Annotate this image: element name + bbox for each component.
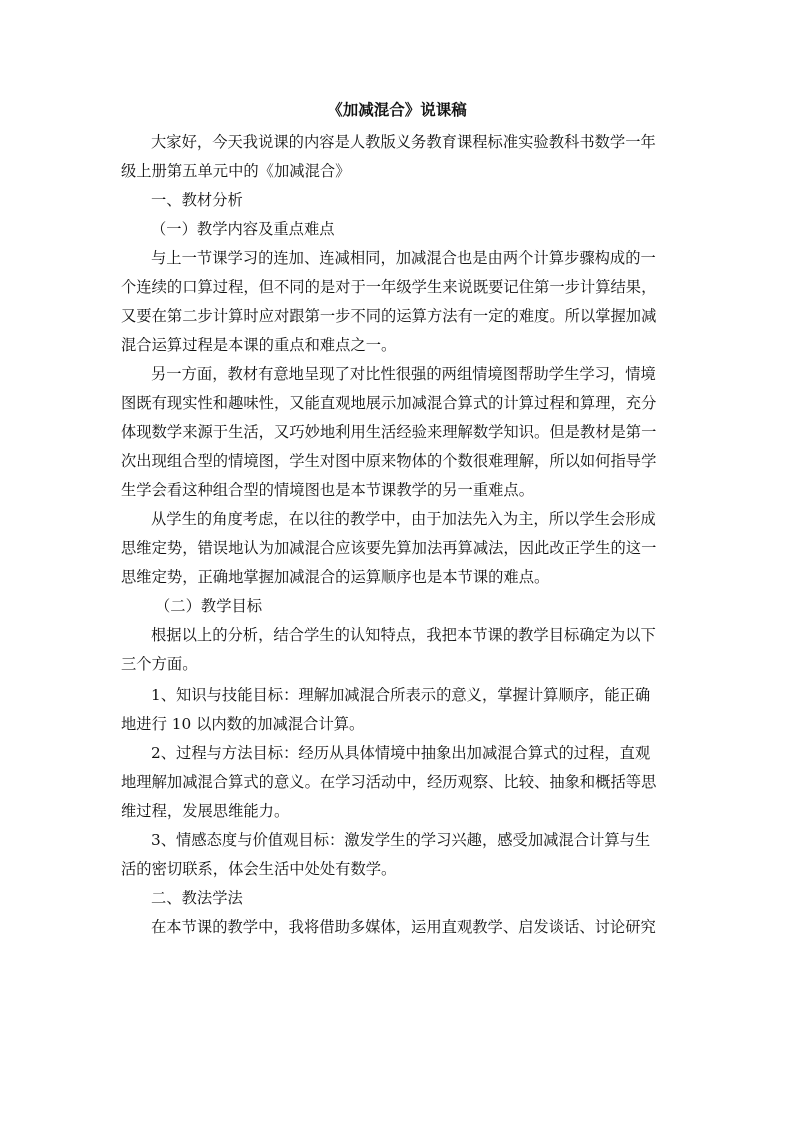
paragraph-line: 大家好，今天我说课的内容是人教版义务教育课程标准实验教科书数学一年 [151, 133, 656, 151]
paragraph-line: 又要在第二步计算时应对跟第一步不同的运算方法有一定的难度。所以掌握加减 [121, 307, 657, 325]
paragraph-line: 混合运算过程是本课的重点和难点之一。 [121, 336, 397, 354]
paragraph-line: 1、知识与技能目标：理解加减混合所表示的意义，掌握计算顺序，能正确 [151, 686, 651, 704]
subsection-heading: （一）教学内容及重点难点 [151, 220, 335, 238]
subsection-heading: （二）教学目标 [155, 597, 263, 615]
document-title: 《加减混合》说课稿 [327, 100, 467, 119]
paragraph-line: 个连续的口算过程，但不同的是对于一年级学生来说既要记住第一步计算结果， [121, 278, 657, 296]
paragraph-line: 与上一节课学习的连加、连减相同，加减混合也是由两个计算步骤构成的一 [151, 249, 656, 267]
paragraph-line: 地进行 10 以内数的加减混合计算。 [121, 715, 365, 733]
paragraph-line: 活的密切联系，体会生活中处处有数学。 [121, 860, 397, 878]
paragraph-line: 地理解加减混合算式的意义。在学习活动中，经历观察、比较、抽象和概括等思 [121, 773, 657, 791]
paragraph-line: 生学会看这种组合型的情境图也是本节课教学的另一重难点。 [121, 481, 535, 499]
paragraph-line: 思维定势，正确地掌握加减混合的运算顺序也是本节课的难点。 [121, 568, 550, 586]
paragraph-line: 图既有现实性和趣味性，又能直观地展示加减混合算式的计算过程和算理，充分 [121, 394, 657, 412]
section-heading: 一、教材分析 [151, 191, 243, 209]
paragraph-line: 级上册第五单元中的《加减混合》 [121, 162, 351, 180]
section-heading: 二、教法学法 [151, 889, 243, 907]
paragraph-line: 体现数学来源于生活，又巧妙地利用生活经验来理解数学知识。但是教材是第一 [121, 423, 657, 441]
paragraph-line: 3、情感态度与价值观目标：激发学生的学习兴趣，感受加减混合计算与生 [151, 831, 651, 849]
paragraph-line: 维过程，发展思维能力。 [121, 802, 290, 820]
paragraph-line: 另一方面，教材有意地呈现了对比性很强的两组情境图帮助学生学习，情境 [151, 365, 656, 383]
paragraph-line: 思维定势，错误地认为加减混合应该要先算加法再算减法，因此改正学生的这一 [121, 539, 657, 557]
paragraph-line: 根据以上的分析，结合学生的认知特点，我把本节课的教学目标确定为以下 [151, 626, 656, 644]
paragraph-line: 从学生的角度考虑，在以往的教学中，由于加法先入为主，所以学生会形成 [151, 510, 656, 528]
paragraph-line: 次出现组合型的情境图，学生对图中原来物体的个数很难理解，所以如何指导学 [121, 452, 657, 470]
paragraph-line: 三个方面。 [121, 655, 198, 673]
paragraph-line: 2、过程与方法目标：经历从具体情境中抽象出加减混合算式的过程，直观 [151, 744, 651, 762]
paragraph-line: 在本节课的教学中，我将借助多媒体，运用直观教学、启发谈话、讨论研究 [151, 918, 656, 936]
